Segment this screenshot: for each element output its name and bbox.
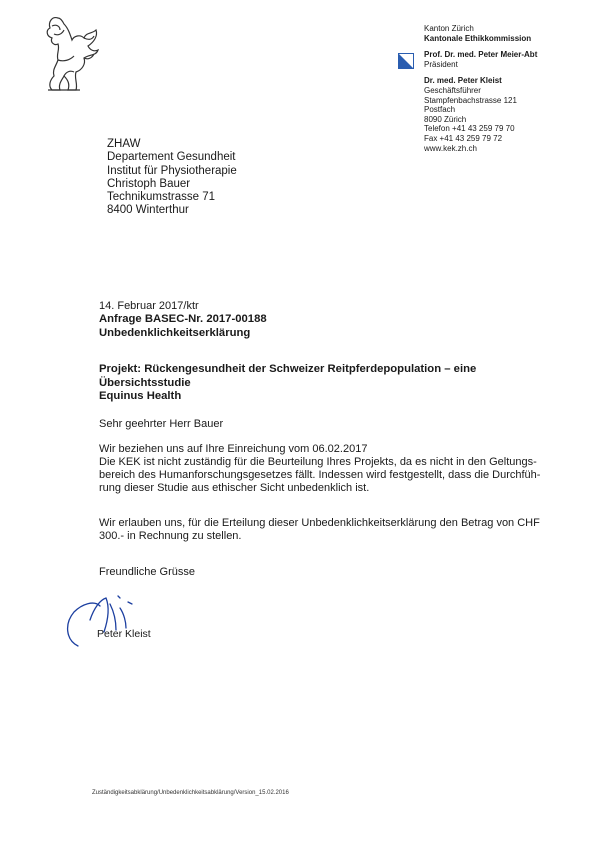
request-number: Anfrage BASEC-Nr. 2017-00188	[99, 313, 267, 325]
paragraph-line: bereich des Humanforschungsgesetzes fällt. Indessen wird festgestellt, dass die Durchfüh-	[99, 469, 541, 481]
paragraph-line: rung dieser Studie aus ethischer Sicht unbedenklich ist.	[99, 482, 370, 494]
sender-web: www.kek.zh.ch	[424, 143, 477, 153]
recipient-line: Technikumstrasse 71	[107, 191, 216, 204]
project-line: Projekt: Rückengesundheit der Schweizer Reitpferdepopulation – eine	[99, 363, 477, 375]
salutation	[99, 418, 519, 431]
letter-subject: Unbedenklichkeitserklärung	[99, 326, 251, 339]
sender-city: 8090 Zürich	[424, 114, 467, 124]
paragraph-line: Wir beziehen uns auf Ihre Einreichung vom 06.02.2017	[99, 443, 368, 455]
signer-name: Peter Kleist	[97, 628, 151, 640]
footer-version: Zuständigkeitsabklärung/Unbedenklichkeitsabklärung/Version_15.02.2016	[92, 790, 289, 796]
sender-commission: Kantonale Ethikkommission	[424, 33, 532, 43]
sender-canton: Kanton Zürich	[424, 24, 474, 33]
closing	[99, 566, 519, 579]
sender-street: Stampfenbachstrasse 121	[424, 95, 517, 105]
paragraph-line: 300.- in Rechnung zu stellen.	[99, 530, 242, 542]
recipient-line: Institut für Physiotherapie	[107, 164, 237, 177]
sender-president-role: Präsident	[424, 59, 458, 69]
project-heading	[99, 363, 519, 404]
canton-lion-logo	[38, 10, 108, 100]
sender-president-name: Prof. Dr. med. Peter Meier-Abt	[424, 50, 538, 60]
handwritten-signature	[60, 590, 180, 650]
sender-block	[424, 24, 594, 153]
recipient-address	[107, 138, 237, 218]
paragraph-line: Wir erlauben uns, für die Erteilung dieser Unbedenklichkeitserklärung den Betrag von CHF	[99, 517, 540, 529]
recipient-line: 8400 Winterthur	[107, 204, 189, 217]
paragraph-1	[99, 443, 541, 495]
sender-director-role: Geschäftsführer	[424, 85, 481, 95]
project-line: Übersichtsstudie	[99, 376, 191, 389]
reference-block	[99, 300, 519, 340]
zurich-flag-icon	[398, 53, 414, 69]
sender-postbox: Postfach	[424, 105, 456, 115]
sender-director-name: Dr. med. Peter Kleist	[424, 76, 502, 86]
sender-fax: Fax +41 43 259 79 72	[424, 133, 503, 143]
recipient-line: Departement Gesundheit	[107, 151, 236, 164]
letter-date: 14. Februar 2017/ktr	[99, 300, 199, 312]
paragraph-2	[99, 517, 540, 543]
closing-text: Freundliche Grüsse	[99, 566, 195, 578]
paragraph-line: Die KEK ist nicht zuständig für die Beurteilung Ihres Projekts, da es nicht in den Geltungs-	[99, 456, 537, 468]
sender-phone: Telefon +41 43 259 79 70	[424, 124, 515, 134]
recipient-line: ZHAW	[107, 138, 141, 150]
salutation-text: Sehr geehrter Herr Bauer	[99, 418, 224, 430]
project-line: Equinus Health	[99, 390, 182, 402]
recipient-line: Christoph Bauer	[107, 177, 191, 190]
